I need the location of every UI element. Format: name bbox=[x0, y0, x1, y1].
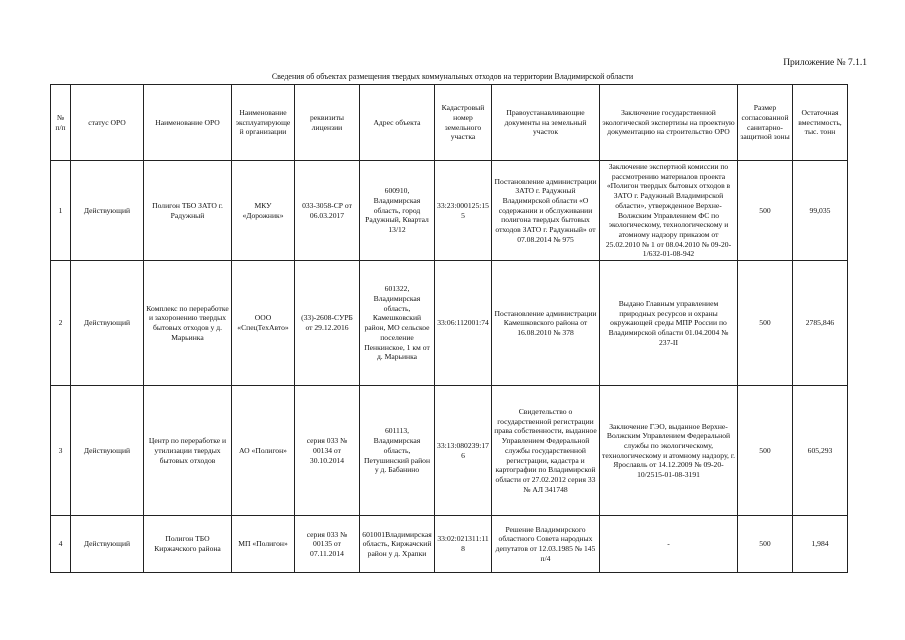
cell-capacity: 99,035 bbox=[793, 161, 848, 261]
cell-cadastral: 33:02:021311:118 bbox=[435, 516, 492, 573]
cell-sanitary-zone: 500 bbox=[738, 386, 793, 516]
header-cell-land-docs: Правоустанавливающие документы на земельный участок bbox=[492, 85, 600, 161]
cell-status: Действующий bbox=[71, 386, 144, 516]
table-row bbox=[51, 386, 848, 516]
cell-address: 600910, Владимирская область, город Радужный, Квартал 13/12 bbox=[360, 161, 435, 261]
cell-operator: АО «Полигон» bbox=[232, 386, 295, 516]
cell-name: Центр по переработке и утилизации твердых бытовых отходов bbox=[144, 386, 232, 516]
cell-land-docs: Постановление администрации Камешковского района от 16.08.2010 № 378 bbox=[492, 261, 600, 386]
cell-expertise: Заключение ГЭО, выданное Верхне-Волжским Управлением Федеральной службы по экологическому, технологическому и атомному надзору, г. Ярославль от 14.12.2009 № 09-20-10/2515-01-08-3191 bbox=[600, 386, 738, 516]
cell-land-docs: Свидетельство о государственной регистрации права собственности, выданное Управлением Федеральной службы государственной регистрации, кадастра и картографии по Владимирской области от 27.02.2012 серия 33 № АЛ 341748 bbox=[492, 386, 600, 516]
cell-cadastral: 33:06:112001:74 bbox=[435, 261, 492, 386]
header-cell-status: статус ОРО bbox=[71, 85, 144, 161]
cell-name: Полигон ТБО ЗАТО г. Радужный bbox=[144, 161, 232, 261]
cell-expertise: Заключение экспертной комиссии по рассмотрению материалов проекта «Полигон твердых бытовых отходов в ЗАТО г. Радужный Владимирской области», утвержденное Верхне-Волжским Управлением ФС по экологическому, технологическому и атомному надзору приказом от 25.02.2010 № 1 от 08.04.2010 № 09-20-1/632-01-08-942 bbox=[600, 161, 738, 261]
cell-capacity: 1,984 bbox=[793, 516, 848, 573]
cell-status: Действующий bbox=[71, 261, 144, 386]
header-cell-address: Адрес объекта bbox=[360, 85, 435, 161]
cell-license: 033-3058-СР от 06.03.2017 bbox=[295, 161, 360, 261]
cell-expertise: Выдано Главным управлением природных ресурсов и охраны окружающей среды МПР России по Владимирской области 01.04.2004 № 237-II bbox=[600, 261, 738, 386]
header-cell-expertise: Заключение государственной экологической экспертизы на проектную документацию на строительство ОРО bbox=[600, 85, 738, 161]
cell-expertise: - bbox=[600, 516, 738, 573]
header-cell-name: Наименование ОРО bbox=[144, 85, 232, 161]
cell-land-docs: Решение Владимирского областного Совета народных депутатов от 12.03.1985 № 145 п/4 bbox=[492, 516, 600, 573]
cell-number: 3 bbox=[51, 386, 71, 516]
cell-cadastral: 33:13:080239:176 bbox=[435, 386, 492, 516]
table-header-row bbox=[51, 85, 848, 161]
cell-name: Полигон ТБО Киржачского района bbox=[144, 516, 232, 573]
cell-sanitary-zone: 500 bbox=[738, 261, 793, 386]
document-title: Сведения об объектах размещения твердых коммунальных отходов на территории Владимирской области bbox=[271, 72, 634, 81]
header-cell-cadastral: Кадастровый номер земельного участка bbox=[435, 85, 492, 161]
header-cell-operator: Наименование эксплуатирующей организации bbox=[232, 85, 295, 161]
cell-address: 601001Владимирская область, Киржачский район у д. Храпки bbox=[360, 516, 435, 573]
table-row bbox=[51, 516, 848, 573]
cell-cadastral: 33:23:000125:155 bbox=[435, 161, 492, 261]
cell-sanitary-zone: 500 bbox=[738, 516, 793, 573]
header-cell-capacity: Остаточная вместимость, тыс. тонн bbox=[793, 85, 848, 161]
cell-operator: МКУ «Дорожник» bbox=[232, 161, 295, 261]
header-cell-license: реквизиты лицензии bbox=[295, 85, 360, 161]
cell-status: Действующий bbox=[71, 161, 144, 261]
cell-operator: ООО «СпецТехАвто» bbox=[232, 261, 295, 386]
cell-name: Комплекс по переработке и захоронению твердых бытовых отходов у д. Марьинка bbox=[144, 261, 232, 386]
cell-license: серия 033 № 00134 от 30.10.2014 bbox=[295, 386, 360, 516]
cell-sanitary-zone: 500 bbox=[738, 161, 793, 261]
header-cell-number: № п/п bbox=[51, 85, 71, 161]
cell-capacity: 2785,846 bbox=[793, 261, 848, 386]
cell-address: 601113, Владимирская область, Петушинский район у д. Бабанино bbox=[360, 386, 435, 516]
table-row bbox=[51, 261, 848, 386]
cell-license: серия 033 № 00135 от 07.11.2014 bbox=[295, 516, 360, 573]
cell-license: (33)-2608-СУРБ от 29.12.2016 bbox=[295, 261, 360, 386]
cell-number: 1 bbox=[51, 161, 71, 261]
table-row bbox=[51, 161, 848, 261]
cell-number: 4 bbox=[51, 516, 71, 573]
appendix-label: Приложение № 7.1.1 bbox=[783, 58, 867, 68]
cell-operator: МП «Полигон» bbox=[232, 516, 295, 573]
cell-address: 601322, Владимирская область, Камешковский район, МО сельское поселение Пенкинское, 1 км от д. Марьинка bbox=[360, 261, 435, 386]
cell-capacity: 605,293 bbox=[793, 386, 848, 516]
header-cell-sanitary-zone: Размер согласованной санитарно-защитной зоны bbox=[738, 85, 793, 161]
cell-number: 2 bbox=[51, 261, 71, 386]
cell-status: Действующий bbox=[71, 516, 144, 573]
objects-table bbox=[50, 84, 848, 573]
cell-land-docs: Постановление администрации ЗАТО г. Радужный Владимирской области «О содержании и обслуживании полигона твердых бытовых отходов ЗАТО г. Радужный» от 07.08.2014 № 975 bbox=[492, 161, 600, 261]
